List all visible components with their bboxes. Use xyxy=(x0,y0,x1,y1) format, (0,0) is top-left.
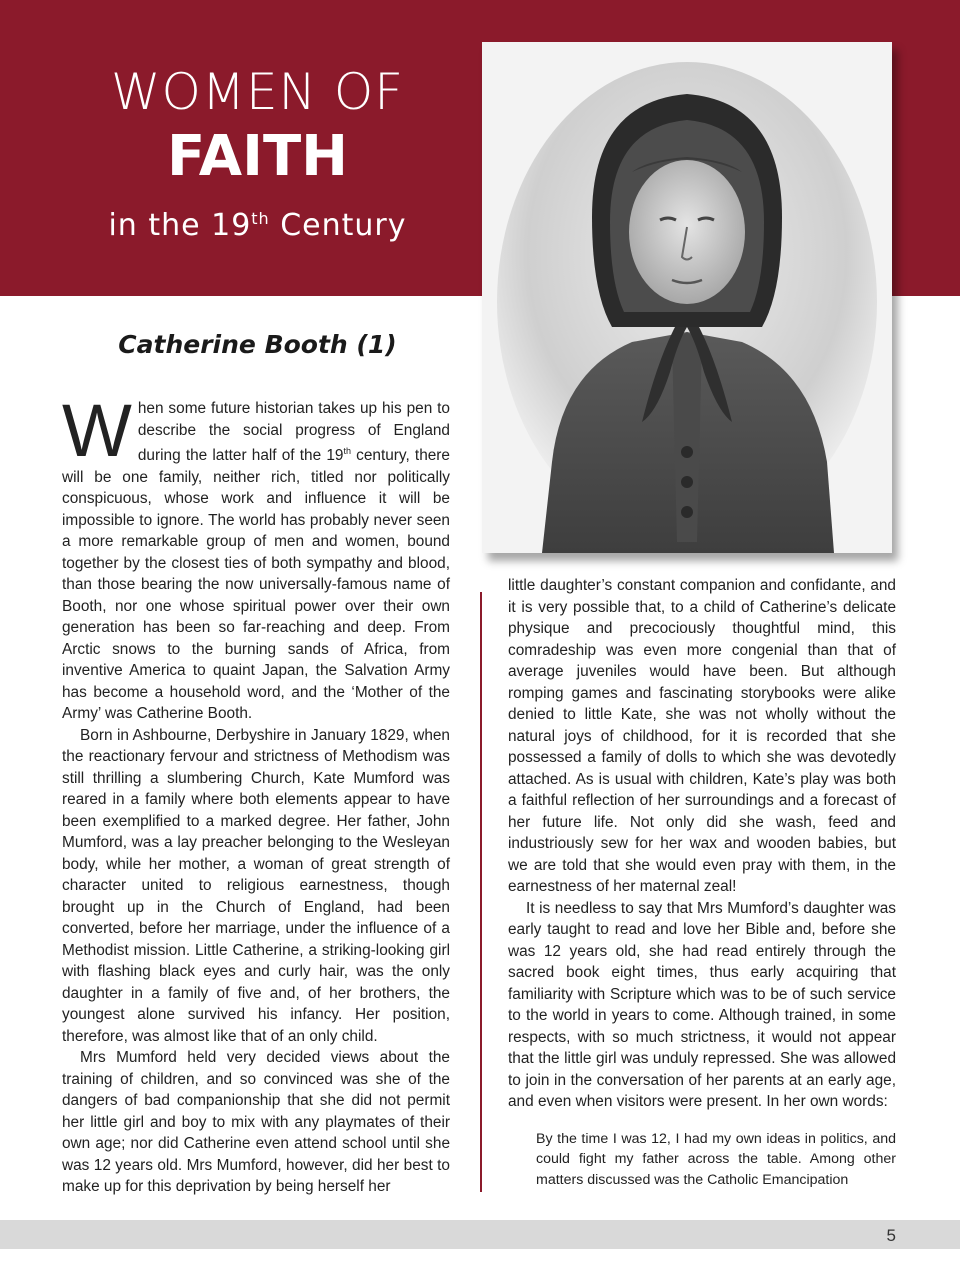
paragraph-intro-sup: th xyxy=(343,446,351,456)
paragraph-bible: It is needless to say that Mrs Mumford’s daughter was early taught to read and love her Bible and, before she was 12 years old, she had read entirely through the sacred book eight times, thus early acquiring that familiarity with Scripture which was to be of such service to the world in years to come. Although trained, in some respects, with so much strictness, it would not appear that the little girl was unduly repressed. She was allowed to join in the conversation of her parents at an early age, and even when visitors were present. In her own words: xyxy=(508,899,896,1110)
title-line-century xyxy=(60,196,455,249)
paragraph-training: Mrs Mumford held very decided views about the training of children, and so convinced was she of the dangers of bad companionship that she did not permit her little girl and boy to mix with any playmates of their own age; nor did Catherine even attend school until she was 12 years old. Mrs Mumford, however, did her best to make up for this deprivation by being herself her xyxy=(62,1049,450,1196)
page-number: 5 xyxy=(886,1226,896,1245)
title-line-faith: FAITH xyxy=(166,124,349,189)
paragraph-intro-b: century, there will be one family, neither rich, titled nor politically conspicuous, whose work and influence it will be impossible to ignore. The world has probably never seen a more remarkable group of men and women, bound together by the closest ties of both sympathy and blood, than those bearing the now universally-famous name of Booth, nor one whose spiritual power over their own generation has been so far-reaching and deep. From Arctic snows to the burning sands of Africa, from inventive America to quaint Japan, the Salvation Army has become a household word, and the ‘Mother of the Army’ was Catherine Booth. xyxy=(62,447,450,723)
section-title xyxy=(60,60,455,249)
title-line-women-of: WOMEN OF xyxy=(111,63,404,121)
article-column-right xyxy=(508,575,896,1190)
article-subtitle: Catherine Booth (1) xyxy=(118,330,397,359)
article-column-left xyxy=(62,389,450,1198)
title-century-sup: th xyxy=(251,209,270,228)
portrait-engraving-icon xyxy=(482,42,892,553)
portrait-image xyxy=(482,42,892,553)
title-century-pre: in the 19 xyxy=(108,208,252,243)
drop-cap: W xyxy=(62,389,132,472)
paragraph-birth: Born in Ashbourne, Derbyshire in January 1829, when the reactionary fervour and strictness of Methodism was still thrilling a slumbering Church, Kate Mumford was reared in a family where both elements appear to have been exemplified to a marked degree. Her father, John Mumford, was a lay preacher belonging to the Wesleyan body, while her mother, a woman of great strength of character united to religious earnestness, though brought up in the Church of England, had been converted, before her marriage, under the influence of a Methodist mission. Little Catherine, a striking-looking girl with flashing black eyes and curly hair, was the only daughter in a family of five and, of her brothers, the youngest alone survived his infancy. Her position, therefore, was almost like that of an only child. xyxy=(62,726,450,1045)
paragraph-intro-a: hen some future historian takes up his pen to describe the social progress of England during the latter half of the 19 xyxy=(137,400,450,465)
paragraph-companion: little daughter’s constant companion and confidante, and it is very possible that, to a child of Catherine’s delicate physique and precociously thoughtful mind, this comradeship was even more congenial than that of average juveniles would have been. But although romping games and fascinating storybooks were alike denied to little Kate, she was not wholly without the natural joys of childhood, for it is recorded that she possessed a family of dolls to which she was devotedly attached. As is usual with children, Kate’s play was both a faithful reflection of her surroundings and a forecast of her future life. Not only did she wash, feed and industriously sew for her wax and wooden babies, but we are told that she would even pray with them, in the earnestness of her maternal zeal! xyxy=(508,577,896,895)
footer-bar xyxy=(0,1220,960,1249)
title-century-post: Century xyxy=(269,208,407,243)
block-quote: By the time I was 12, I had my own ideas in politics, and could fight my father across the table. Among other matters discussed was the Catholic Emancipation xyxy=(536,1130,896,1188)
column-divider xyxy=(480,592,482,1192)
paragraph-intro xyxy=(62,389,450,725)
